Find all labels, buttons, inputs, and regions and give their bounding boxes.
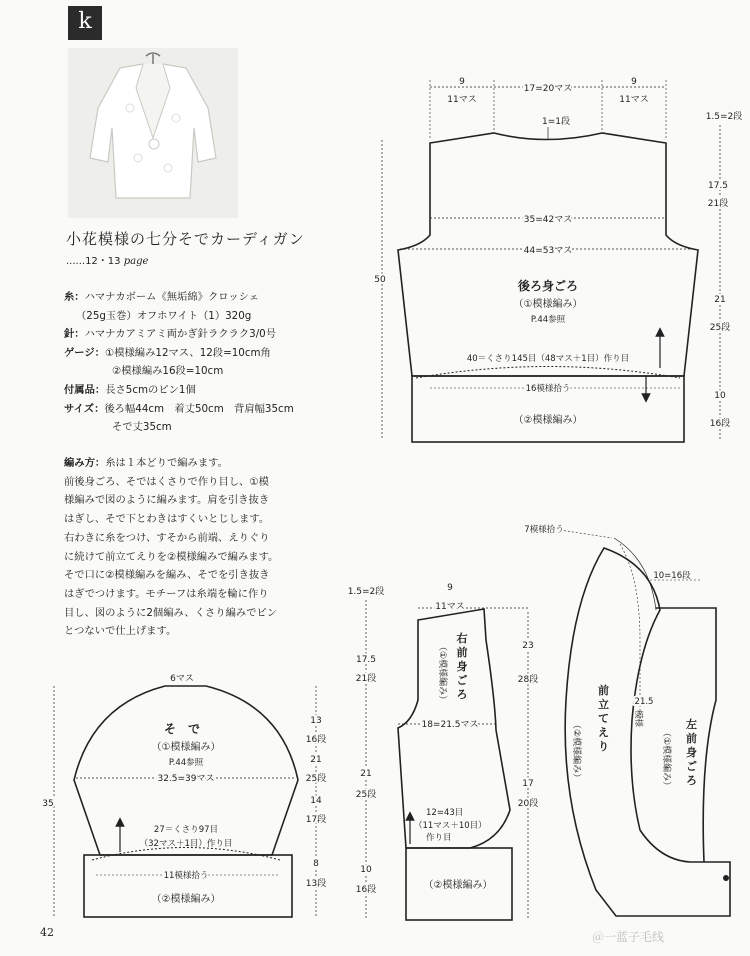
method-line: とつないで仕上げます。 [64, 625, 177, 638]
sleeve-lower-dim-b: 17段 [305, 815, 327, 825]
back-armhole-dim-a: 17.5 [707, 181, 729, 191]
back-cast-on: 40＝くさり145目（48マス＋1目）作り目 [466, 354, 630, 364]
right-front-diagram [348, 583, 539, 920]
sleeve-mid-dim-a: 21 [310, 755, 322, 765]
sleeve-width: 32.5=39マス [157, 774, 215, 784]
right-front-name-5: ろ [456, 688, 468, 701]
collar-name-1: 前 [598, 684, 609, 697]
collar-name-3: て [598, 712, 609, 725]
size-label: サイズ： [64, 402, 105, 415]
back-body-name: 後ろ身ごろ [517, 279, 579, 293]
front-cast-on-c: 作り目 [426, 833, 452, 843]
left-front-name-1: 左 [686, 718, 697, 731]
sleeve-cap-dim-a: 13 [310, 716, 322, 726]
size-value-2: そで丈35cm [112, 421, 172, 434]
back-armhole-dim-b: 21段 [707, 199, 729, 209]
right-front-name-2: 前 [456, 646, 468, 659]
front-lower-dim-b: 20段 [517, 799, 539, 809]
back-hip-width: 44=53マス [523, 246, 573, 256]
front-shoulder-dim: 1.5=2段 [347, 587, 385, 597]
sleeve-total-height: 35 [42, 799, 54, 809]
front-hem-dim-a: 10 [360, 865, 372, 875]
size-value-1: 後ろ幅44cm 着丈50cm 背肩幅35cm [104, 402, 294, 415]
needle-label: 針： [64, 328, 85, 341]
front-top-dim: 9 [447, 583, 453, 593]
gauge-value-2: ②模様編み16段=10cm [112, 365, 224, 378]
sleeve-hem-dim-b: 13段 [305, 879, 327, 889]
pattern-title: 小花模様の七分そでカーディガン [66, 230, 305, 248]
front-cast-on-a: 12=43目 [426, 808, 464, 818]
back-body-pattern: （①模様編み） [513, 299, 583, 310]
notions-value: 長さ5cmのピン1個 [105, 383, 196, 396]
method-line: 目し、図のように2個編み、くさり編みでピン [64, 606, 278, 619]
collar-length-a: 21.5 [634, 697, 654, 707]
gauge-value-1: ①模様編み12マス、12段=10cm角 [104, 346, 271, 359]
sleeve-diagram [42, 674, 326, 917]
back-body-dim-a: 21 [714, 295, 726, 305]
back-top-dim-mid: 17=20マス [523, 84, 573, 94]
yarn-value-2: （25g玉巻）オフホワイト（1）320g [76, 309, 252, 322]
back-top-dim-left-b: 11マス [447, 95, 477, 105]
sleeve-cap-dim-b: 16段 [305, 735, 327, 745]
collar-pickup: 7模様拾う [524, 525, 564, 535]
front-body-dim-b: 25段 [355, 790, 377, 800]
front-chest-width: 18=21.5マス [421, 720, 479, 730]
method-line: に続けて前立てえりを②模様編みで編みます。 [64, 550, 279, 563]
sleeve-cast-on-a: 27＝くさり97目 [153, 825, 219, 835]
collar-pattern: （②模様編み） [571, 720, 581, 783]
page-reference-prefix: ......12・13 [66, 256, 121, 267]
back-hem-dim-b: 16段 [709, 419, 731, 429]
sleeve-pickup: 11模様拾う [163, 871, 209, 881]
watermark: ＠一蓝子毛线 [592, 930, 665, 944]
front-hem-dim-b: 16段 [355, 885, 377, 895]
gauge-label: ゲージ： [64, 346, 105, 359]
sleeve-hem-dim-a: 8 [313, 859, 319, 869]
method-line: 糸は１本どりで編みます。 [105, 457, 228, 469]
front-body-dim-a: 21 [360, 769, 372, 779]
front-top-dim-b: 11マス [435, 602, 465, 612]
notions-label: 付属品： [64, 383, 106, 396]
back-neck-dim: 1=1段 [542, 117, 570, 127]
front-cast-on-b: （11マス＋10目） [414, 821, 487, 831]
back-top-dim-right-b: 11マス [619, 95, 649, 105]
sleeve-name: そ で [163, 722, 201, 736]
back-chest-width: 35=42マス [523, 215, 573, 225]
collar-name-5: り [598, 740, 609, 753]
right-front-pattern: （①模様編み） [437, 642, 447, 705]
left-front-name-2: 前 [686, 732, 697, 745]
back-body-ref: P.44参照 [530, 315, 566, 325]
sleeve-hem-pattern: （②模様編み） [151, 894, 221, 905]
collar-name-2: 立 [598, 698, 609, 711]
back-hem-dim-a: 10 [714, 391, 726, 401]
collar-length-b: 模様 [633, 710, 643, 728]
right-front-name-4: ご [456, 674, 468, 687]
left-front-name-4: ご [686, 760, 697, 773]
sleeve-cast-on-b: （32マス＋1目）作り目 [139, 839, 233, 849]
front-hem-pattern: （②模様編み） [423, 880, 493, 891]
left-front-name-5: ろ [686, 774, 697, 787]
page-number: 42 [40, 926, 54, 939]
right-front-name-3: 身 [456, 660, 468, 673]
collar-left-front-diagram [524, 524, 730, 916]
left-front-pattern: （①模様編み） [661, 728, 671, 791]
section-letter: k [68, 6, 102, 40]
back-top-dim-right: 9 [631, 77, 637, 87]
collar-dim: 10=16段 [653, 571, 691, 581]
front-front-dim-b: 28段 [517, 675, 539, 685]
sleeve-pattern: （①模様編み） [151, 742, 221, 753]
back-shoulder-dim: 1.5=2段 [705, 112, 743, 122]
front-armhole-dim-a: 17.5 [355, 655, 377, 665]
sleeve-ref: P.44参照 [168, 758, 204, 768]
back-body-diagram [374, 77, 742, 442]
needle-value: ハマナカアミアミ両かぎ針ラクラク3/0号 [84, 328, 277, 341]
back-pickup: 16模様拾う [525, 384, 571, 394]
method-line: はぎでつけます。モチーフは糸端を輪に作り [64, 587, 269, 600]
method-label: 編み方： [64, 457, 106, 469]
back-body-dim-b: 25段 [709, 323, 731, 333]
method-line: 前後身ごろ、そではくさりで作り目し、①模 [64, 475, 269, 488]
back-total-height: 50 [374, 275, 386, 285]
right-front-name-1: 右 [456, 632, 468, 645]
front-armhole-dim-b: 21段 [355, 674, 377, 684]
yarn-value: ハマナカボーム《無垢綿》クロッシェ [84, 291, 260, 303]
left-front-name-3: 身 [686, 746, 697, 759]
sleeve-mid-dim-b: 25段 [305, 774, 327, 784]
sleeve-lower-dim-a: 14 [310, 796, 322, 806]
back-hem-pattern: （②模様編み） [513, 415, 583, 426]
yarn-label: 糸： [64, 291, 85, 303]
collar-name-4: え [598, 726, 609, 739]
method-line: はぎし、そで下とわきはすくいとじします。 [64, 513, 270, 526]
page-reference-suffix: page [123, 256, 149, 267]
method-line: 様編みで図のように編みます。肩を引き抜き [64, 494, 270, 507]
sleeve-top-dim: 6マス [170, 674, 194, 684]
method-line: そで口に②模様編みを編み、そでを引き抜き [64, 569, 270, 582]
method-line: 右わきに糸をつけ、すそから前端、えりぐり [64, 531, 270, 544]
front-lower-dim-a: 17 [522, 779, 534, 789]
front-front-dim-a: 23 [522, 641, 534, 651]
back-top-dim-left: 9 [459, 77, 465, 87]
